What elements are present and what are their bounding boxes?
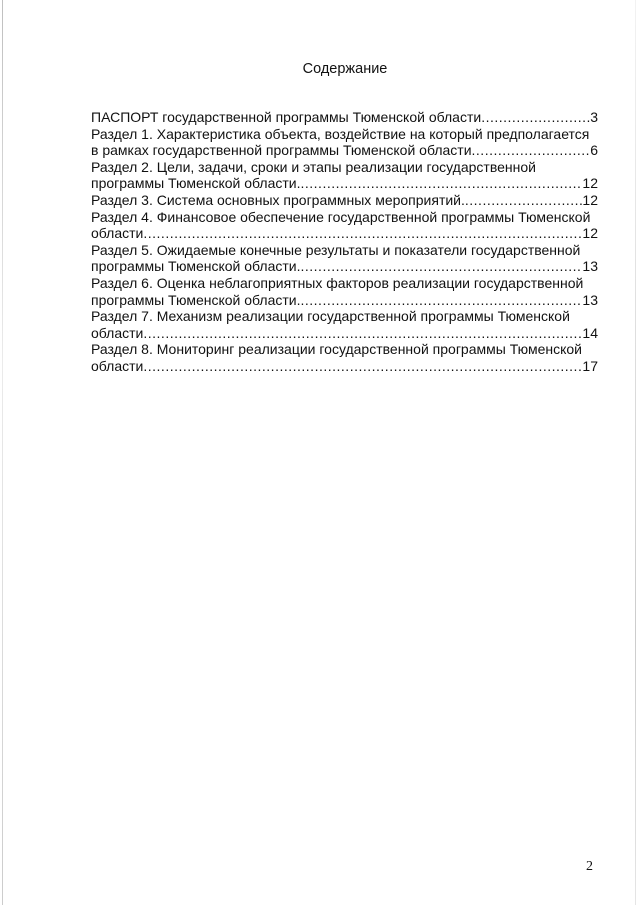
toc-line (91, 159, 598, 176)
toc-line (91, 275, 598, 292)
toc-entry-text: области (91, 324, 144, 341)
toc-entry-section-2[interactable] (91, 159, 598, 192)
toc-entry-text: Раздел 2. Цели, задачи, сроки и этапы реализации государственной (91, 158, 536, 175)
toc-page-number: 12 (582, 225, 598, 242)
dot-leader (301, 258, 583, 275)
toc-entry-text: области (91, 225, 144, 242)
dot-leader (143, 225, 582, 242)
toc-entry-text: программы Тюменской области. (91, 258, 301, 275)
toc-line (91, 142, 598, 159)
dot-leader (301, 175, 583, 192)
toc-entry-section-5[interactable] (91, 242, 598, 275)
toc-entry-section-7[interactable] (91, 308, 598, 341)
toc-entry-section-8[interactable] (91, 341, 598, 374)
toc-entry-section-6[interactable] (91, 275, 598, 308)
toc-line (91, 308, 598, 325)
toc-line (91, 258, 598, 275)
toc-entry-section-1[interactable] (91, 126, 598, 159)
toc-title: Содержание (302, 61, 388, 77)
toc-line (91, 225, 598, 242)
toc-entry-text: программы Тюменской области. (91, 175, 301, 192)
toc-entry-text: области (91, 357, 144, 374)
toc-page-number: 14 (582, 324, 598, 341)
dot-leader (465, 192, 583, 209)
toc-entry-text: Раздел 7. Механизм реализации государственной программы Тюменской (91, 308, 570, 325)
toc-line (91, 209, 598, 226)
toc-page-number: 17 (582, 357, 598, 374)
toc-line (91, 325, 598, 342)
dot-leader (481, 109, 590, 126)
toc-line (91, 358, 598, 375)
table-of-contents (91, 109, 598, 375)
toc-entry-passport[interactable] (91, 109, 598, 126)
dot-leader (143, 325, 582, 342)
toc-entry-text: программы Тюменской области. (91, 291, 301, 308)
toc-entry-section-4[interactable] (91, 209, 598, 242)
toc-entry-section-3[interactable] (91, 192, 598, 209)
toc-page-number: 13 (582, 258, 598, 275)
toc-page-number: 6 (590, 142, 598, 159)
page-number: 2 (586, 859, 593, 874)
toc-entry-text: Раздел 6. Оценка неблагоприятных факторов реализации государственной (91, 274, 584, 291)
dot-leader (301, 292, 583, 309)
toc-entry-text: Раздел 4. Финансовое обеспечение государственной программы Тюменской (91, 208, 591, 225)
toc-entry-text: Раздел 3. Система основных программных мероприятий. (91, 191, 465, 208)
dot-leader (143, 358, 582, 375)
toc-line (91, 292, 598, 309)
toc-page-number: 12 (582, 191, 598, 208)
scan-edge-right (635, 0, 636, 905)
toc-line (91, 126, 598, 143)
dot-leader (472, 142, 591, 159)
toc-page-number: 12 (582, 175, 598, 192)
toc-entry-text: в рамках государственной программы Тюменской области (91, 142, 472, 159)
toc-entry-text: ПАСПОРТ государственной программы Тюменской области (91, 109, 482, 125)
toc-line (91, 242, 598, 259)
toc-line (91, 192, 598, 209)
toc-entry-text: Раздел 1. Характеристика объекта, воздействие на который предполагается (91, 125, 590, 142)
toc-entry-text: Раздел 5. Ожидаемые конечные результаты и показатели государственной (91, 241, 581, 258)
toc-page-number: 3 (590, 109, 598, 125)
toc-line (91, 109, 598, 126)
toc-page-number: 13 (582, 291, 598, 308)
toc-line (91, 175, 598, 192)
scan-edge-left (2, 0, 3, 905)
toc-line (91, 341, 598, 358)
toc-entry-text: Раздел 8. Мониторинг реализации государственной программы Тюменской (91, 341, 583, 358)
